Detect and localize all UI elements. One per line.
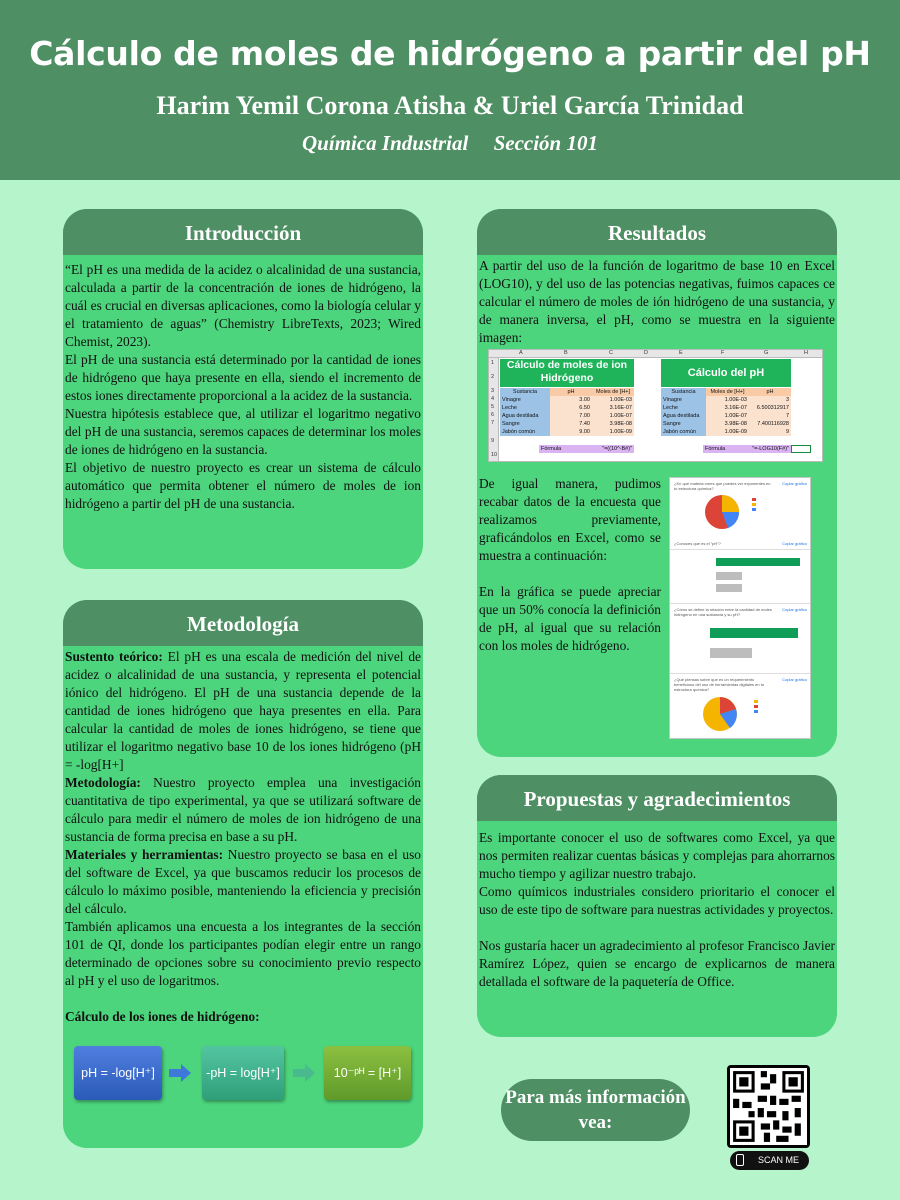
methodology-heading: Metodología (63, 600, 423, 646)
excel-cell: 1.00E-07 (706, 412, 749, 421)
excel-column-header (489, 350, 822, 358)
flow-step-3: 10⁻ᵖᴴ = [H⁺] (324, 1046, 411, 1100)
excel-row: 9 (491, 438, 495, 444)
excel-left-title: Cálculo de moles de ion Hidrógeno (500, 359, 634, 387)
survey-question: ¿Cómo se define la relación entre la cantidad de moles hidrógeno en una sustancia y su pH? (674, 607, 772, 617)
intro-paragraph: Nuestra hipótesis establece que, al utilizar el logaritmo negativo del pH de una sustancia, seremos capaces de determinar los moles de iones de hidrógeno en la sustancia. (65, 406, 421, 457)
flow-step-2: -pH = log[H⁺] (202, 1046, 284, 1100)
qr-code-icon[interactable] (727, 1065, 810, 1148)
excel-cell: 7.00 (550, 412, 592, 421)
excel-row: 10 (491, 452, 498, 458)
excel-col: C (609, 350, 613, 356)
excel-formula: "=((10^-B#)" (589, 445, 634, 453)
excel-cell: Agua destilada (500, 412, 550, 421)
survey-question: ¿En qué materia crees que puedes ver exponentes en tu estructura química? (674, 481, 771, 491)
excel-cell: 3.16E-07 (706, 404, 749, 413)
survey-section-2 (670, 538, 811, 604)
excel-row: 5 (491, 404, 495, 410)
proposals-paragraph: Es importante conocer el uso de softwares como Excel, ya que nos permiten realizar cuentas básicas y complejas para ahorrarnos mucho tiempo y agilizar nuestro trabajo. (479, 830, 835, 881)
excel-cell: 7.40 (550, 420, 592, 429)
methodology-text: Nuestro proyecto emplea una investigación cuantitativa de tipo experimental, ya que se utilizará software de cálculo para medir el número de moles de ion hidrógeno de una sustancia de forma precisa en base a su pH. (65, 775, 421, 844)
excel-cell: Jabón común (661, 428, 706, 437)
excel-col: F (721, 350, 725, 356)
pie-chart-1 (702, 492, 742, 532)
results-paragraph: A partir del uso de la función de logaritmo de base 10 en Excel (LOG10), y del uso de las potencias negativas, fuimos capaces ce calcular el número de moles de ión hidrógeno de una sustancia, y de manera inversa, el pH, como se muestra en la siguiente imagen: (479, 258, 835, 345)
excel-formula: "=-LOG10(F#)" (749, 445, 791, 453)
proposals-paragraph: Como químicos industriales considero prioritario el conocer el uso de este tipo de software para nuestras actividades y proyectos. (479, 884, 835, 917)
copy-chart-link[interactable]: Copiar gráfico (782, 481, 807, 486)
results-paragraph: En la gráfica se puede apreciar que un 50% conocía la definición de pH, al igual que su relación con los moles de hidrógeno. (479, 584, 661, 653)
survey-charts-image (669, 477, 811, 739)
methodology-label: Materiales y herramientas: (65, 847, 224, 862)
excel-cell: Agua destilada (661, 412, 706, 421)
methodology-text: Nuestro proyecto se basa en el uso del software de Excel, ya que buscamos reducir los procesos de cálculo lo máximo posible, manteniendo la eficiencia y precisión del cálculo. (65, 847, 421, 916)
flow-arrow-icon (293, 1064, 317, 1082)
excel-cell: 1.00E-09 (592, 428, 634, 437)
methodology-paragraph (65, 846, 421, 918)
excel-col: A (519, 350, 523, 356)
flow-step-1: pH = -log[H⁺] (74, 1046, 162, 1100)
proposals-panel (477, 775, 837, 1037)
proposals-body (477, 821, 835, 991)
methodology-paragraph: También aplicamos una encuesta a los integrantes de la sección 101 de QI, donde los participantes podían elegir entre un rango determinado de opciones sobre su conocimiento previo respecto al pH y el uso de logaritmos. (65, 919, 421, 988)
intro-panel (63, 209, 423, 569)
excel-col: B (564, 350, 568, 356)
excel-screenshot (488, 349, 823, 462)
more-info-badge: Para más información vea: (501, 1079, 690, 1141)
methodology-paragraph (65, 774, 421, 846)
excel-cell: 9 (749, 428, 791, 437)
excel-cell: Leche (500, 404, 550, 413)
excel-cell: 3.98E-08 (592, 420, 634, 429)
excel-cell: Sangre (500, 420, 550, 429)
proposals-paragraph: Nos gustaría hacer un agradecimiento al profesor Francisco Javier Ramírez López, quien se encargo de explicarnos de manera detallada el software de la paquetería de Office. (479, 938, 835, 989)
scan-me-label (730, 1151, 809, 1170)
section-name: Sección 101 (493, 131, 598, 155)
survey-question: ¿Qué piensas sobre que es un requerimiento beneficioso del uso de herramientas digitales en tu estructura química? (674, 677, 765, 692)
excel-row: 6 (491, 412, 495, 418)
intro-paragraph: El objetivo de nuestro proyecto es crear un sistema de cálculo automático que permita obtener el número de moles de ion hidrógeno a partir del pH de una sustancia. (65, 460, 421, 511)
excel-formula-label: Fórmula (539, 445, 589, 453)
excel-cell: 1.00E-07 (592, 412, 634, 421)
excel-header-cell: Moles de [H+] (706, 388, 749, 396)
phone-icon (736, 1154, 744, 1166)
results-paragraph: De igual manera, pudimos recabar datos de la encuesta que realizamos previamente, graficándolos en Excel, como se muestra a continuación: (479, 476, 661, 563)
excel-cell: 7 (749, 412, 791, 421)
excel-cell: 3.00 (550, 396, 592, 405)
results-heading: Resultados (477, 209, 837, 255)
excel-cell: 1.00E-09 (706, 428, 749, 437)
excel-cell: 3.98E-08 (706, 420, 749, 429)
methodology-label: Sustento teórico: (65, 649, 163, 664)
excel-right-title: Cálculo del pH (661, 359, 791, 387)
course-name: Química Industrial (302, 131, 469, 155)
results-side-text (479, 475, 661, 655)
excel-row-header (489, 358, 499, 461)
excel-header-cell: pH (749, 388, 791, 396)
methodology-paragraph (65, 648, 421, 774)
excel-header-cell: Sustancia (661, 388, 706, 396)
proposals-heading: Propuestas y agradecimientos (477, 775, 837, 821)
copy-chart-link[interactable]: Copiar gráfico (782, 607, 807, 612)
excel-cell: Leche (661, 404, 706, 413)
intro-paragraph: El pH de una sustancia está determinado por la cantidad de iones de hidrógeno que haya presente en ella, siendo el incremento de estos iones directamente proporcional a la acidez de la sustancia. (65, 352, 421, 403)
methodology-label: Cálculo de los iones de hidrógeno: (65, 1009, 260, 1024)
excel-col: E (679, 350, 683, 356)
excel-formula-label: Fórmula (703, 445, 749, 453)
excel-header-cell: Moles de [H+] (592, 388, 634, 396)
excel-cell: Sangre (661, 420, 706, 429)
excel-cell: Vinagre (500, 396, 550, 405)
methodology-body (63, 646, 421, 1026)
excel-row: 2 (491, 374, 495, 380)
copy-chart-link[interactable]: Copiar gráfico (782, 541, 807, 546)
excel-cell: 1.00E-03 (592, 396, 634, 405)
intro-heading: Introducción (63, 209, 423, 255)
scan-me-text: SCAN ME (757, 1155, 799, 1165)
flow-arrow-icon (169, 1064, 193, 1082)
survey-section-4 (670, 674, 811, 739)
poster-authors: Harim Yemil Corona Atisha & Uriel García Trinidad (156, 91, 744, 120)
poster-header (0, 0, 900, 180)
methodology-text: El pH es una escala de medición del nivel de acidez o alcalinidad de una sustancia, y representa el potencial iónico del hidrógeno. El pH de una sustancia depende de la cantidad de iones hidrógeno que haya presentes en ella. Para calcular la cantidad de moles de iones hidrógeno, se tiene que utilizar el logaritmo negativo base 10 de los iones hidrógeno (pH = -log[H+] (65, 649, 421, 772)
copy-chart-link[interactable]: Copiar gráfico (782, 677, 807, 682)
excel-col: H (804, 350, 808, 356)
excel-cell: 3 (749, 396, 791, 405)
survey-section-3 (670, 604, 811, 674)
excel-row: 1 (491, 360, 495, 366)
poster-subtitle (0, 131, 900, 156)
excel-header-cell: pH (550, 388, 592, 396)
excel-selected-cell (791, 445, 811, 453)
excel-cell: 6.50 (550, 404, 592, 413)
excel-cell: 7.400116928 (749, 420, 791, 429)
survey-question: ¿Conoces que es el "pH"? (674, 541, 721, 546)
excel-cell: 3.16E-07 (592, 404, 634, 413)
excel-col: D (644, 350, 648, 356)
poster-title: Cálculo de moles de hidrógeno a partir del pH (29, 34, 871, 73)
intro-paragraph: “El pH es una medida de la acidez o alcalinidad de una sustancia, calculada a partir de la concentración de iones de hidrógeno, la cuál es crucial en diversas aplicaciones, como la biología celular y el tratamiento de aguas” (Chemistry LibreTexts, 2023; Wired Chemist, 2023). (65, 262, 421, 349)
pie-chart-2 (700, 694, 740, 734)
excel-row: 3 (491, 388, 495, 394)
excel-cell: Jabón común (500, 428, 550, 437)
excel-col: G (764, 350, 769, 356)
excel-cell: 1.00E-03 (706, 396, 749, 405)
intro-body (63, 255, 421, 513)
excel-cell: 6.500312917 (749, 404, 791, 413)
excel-row: 7 (491, 420, 495, 426)
excel-row: 4 (491, 396, 495, 402)
excel-cell: 9.00 (550, 428, 592, 437)
methodology-paragraph (65, 1008, 421, 1026)
methodology-label: Metodología: (65, 775, 141, 790)
excel-header-cell: Sustancia (500, 388, 550, 396)
excel-cell: Vinagre (661, 396, 706, 405)
